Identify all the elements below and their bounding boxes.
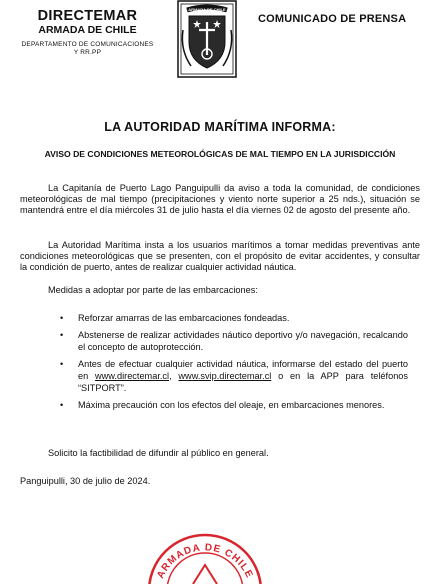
official-stamp-icon: [145, 505, 265, 584]
paragraph-1: La Capitanía de Puerto Lago Panguipulli da aviso a toda la comunidad, de condiciones meteorológicas de mal tiempo (precipitaciones y viento norte superior a 25 nds.), situación se mantendrá entre el día miércoles 31 de julio hasta el día viernes 02 de agosto del presente año.: [20, 183, 420, 215]
press-release-label: COMUNICADO DE PRENSA: [258, 13, 407, 25]
page-subtitle: AVISO DE CONDICIONES METEOROLÓGICAS DE MAL TIEMPO EN LA JURISDICCIÓN: [44, 149, 396, 159]
document-date: Panguipulli, 30 de julio de 2024.: [20, 476, 151, 486]
svip-link[interactable]: www.svip.directemar.cl: [178, 371, 272, 381]
dept-line-1: DEPARTAMENTO DE COMUNICACIONES: [21, 41, 154, 48]
closing-text: Solicito la factibilidad de difundir al público en general.: [48, 448, 269, 458]
org-name: DIRECTEMAR: [37, 8, 138, 24]
bullet-icon: •: [60, 400, 64, 410]
list-item: • Reforzar amarras de las embarcaciones fondeadas.: [60, 313, 290, 323]
directemar-link[interactable]: www.directemar.cl: [95, 371, 170, 381]
list-item: • Antes de efectuar cualquier actividad náutica, informarse del estado del puerto en www.directemar.cl, www.svip.directemar.cl o en la APP para teléfonos “SITPORT”.: [60, 359, 409, 393]
bullet-icon: •: [60, 330, 64, 340]
navy-crest-icon: [177, 0, 237, 78]
measures-intro: Medidas a adoptar por parte de las embarcaciones:: [48, 285, 258, 295]
page-title: LA AUTORIDAD MARÍTIMA INFORMA:: [104, 120, 336, 134]
list-item: • Máxima precaución con los efectos del oleaje, en embarcaciones menores.: [60, 400, 385, 410]
header-org-block: [20, 8, 155, 57]
stamp-text: ARMADA DE CHILE: [155, 542, 255, 581]
list-item: • Abstenerse de realizar actividades náutico deportivo y/o navegación, recalcando el concepto de autoprotección.: [60, 330, 408, 352]
measures-list: [58, 312, 408, 416]
org-subtitle: ARMADA DE CHILE: [38, 24, 137, 36]
bullet-icon: •: [60, 313, 64, 323]
dept-line-2: Y RR.PP: [73, 49, 102, 56]
crest-text: ARMADA DE CHILE: [188, 7, 226, 12]
paragraph-2: La Autoridad Marítima insta a los usuarios marítimos a tomar medidas preventivas ante condiciones meteorológicas que se presenten, con el propósito de evitar accidentes, y consultar la condición de puerto, antes de realizar cualquier actividad náutica.: [20, 240, 420, 272]
bullet-icon: •: [60, 359, 64, 369]
